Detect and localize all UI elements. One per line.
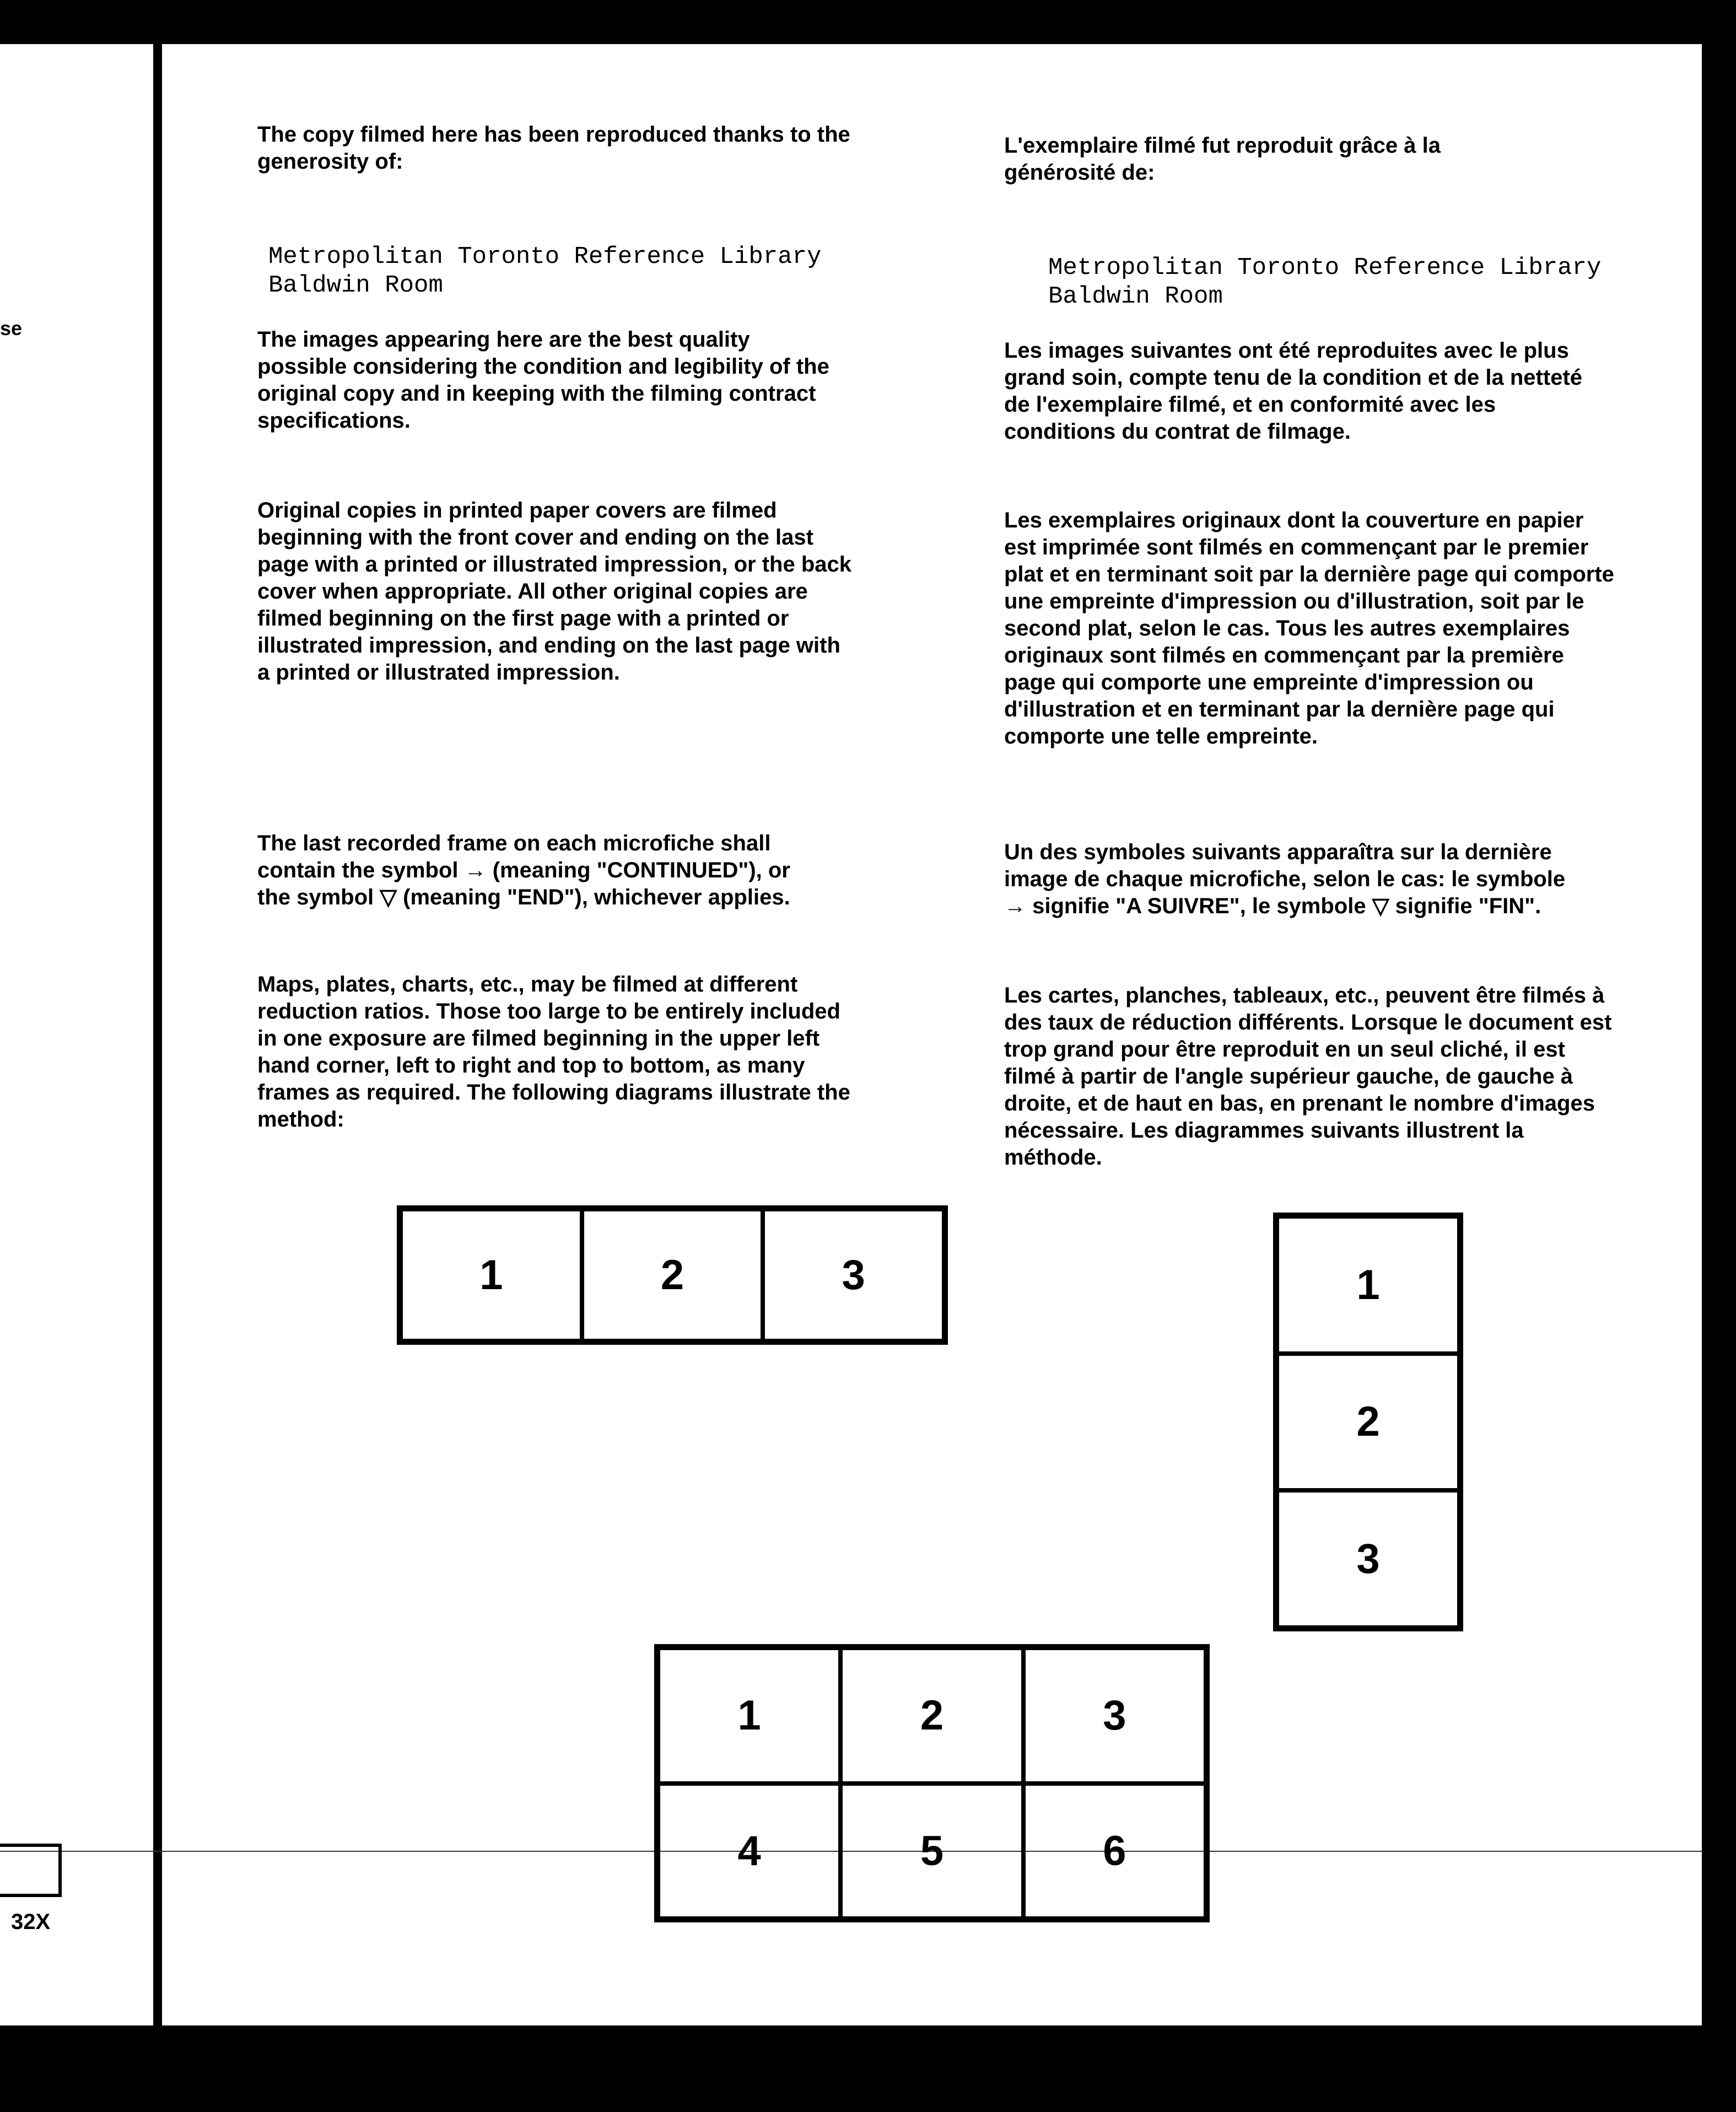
french-maps-paragraph: Les cartes, planches, tableaux, etc., peuvent être filmés à des taux de réduction différents. Lorsque le document est trop grand pour être reproduit en un seul cliché, il est filmé à partir de l'angle supérieur gauche, de gauche à droite, et de haut en bas, en prenant le nombre d'images nécessaire. Les diagrammes suivants illustrent la méthode. (1004, 983, 1612, 1170)
english-intro: The copy filmed here has been reproduced thanks to the generosity of: (257, 122, 850, 174)
frame-cell: 3 (1022, 1646, 1207, 1785)
frame-cell: 1 (656, 1646, 842, 1785)
frame-cell: 3 (761, 1208, 946, 1343)
french-library-line2: Baldwin Room (1048, 283, 1223, 310)
english-image-quality-paragraph: The images appearing here are the best quality possible considering the condition and legibility of the original copy and in keeping with the filming contract specifications. (257, 327, 829, 433)
french-original-copies-paragraph: Les exemplaires originaux dont la couverture en papier est imprimée sont filmés en commençant par le premier plat et en terminant soit par la dernière page qui comporte une empreinte d'impression ou d'illustration, soit par le second plat, selon le cas. Tous les autres exemplaires originaux sont filmés en commençant par la première page qui comporte une empreinte d'impression ou d'illustration et en terminant par la dernière page qui comporte une telle empreinte. (1004, 508, 1614, 748)
french-symbols-paragraph: Un des symboles suivants apparaîtra sur la dernière image de chaque microfiche, selon le cas: le symbole → signifie "A SUIVRE", le symbole ▽ signifie "FIN". (1004, 840, 1566, 918)
french-library-line1: Metropolitan Toronto Reference Library (1048, 254, 1602, 282)
english-library-name (268, 243, 821, 300)
english-library-line2: Baldwin Room (268, 272, 443, 299)
frame-cell: 2 (580, 1208, 765, 1343)
film-border-top (0, 0, 1736, 44)
frame-cell: 2 (1275, 1352, 1461, 1493)
frame-cell: 5 (839, 1782, 1025, 1921)
frame-cell: 2 (839, 1646, 1025, 1785)
frame-cell: 1 (399, 1208, 584, 1343)
frame-cell: 1 (1275, 1215, 1461, 1355)
resolution-target-box (0, 1844, 62, 1897)
french-image-quality-paragraph: Les images suivantes ont été reproduites avec le plus grand soin, compte tenu de la condition et de la netteté de l'exemplaire filmé, et en conformité avec les conditions du contrat de filmage. (1004, 338, 1583, 444)
edge-text-fragment: se (0, 317, 23, 340)
frame-cell: 4 (656, 1782, 842, 1921)
page-fold-line (153, 44, 162, 2025)
reduction-ratio-label: 32X (11, 1910, 51, 1934)
frame-cell: 6 (1022, 1782, 1207, 1921)
diagram-horizontal-frames (397, 1205, 948, 1345)
film-border-right (1702, 0, 1736, 2112)
english-maps-paragraph: Maps, plates, charts, etc., may be filmed at different reduction ratios. Those too large to be entirely included in one exposure are filmed beginning in the upper left hand corner, left to right and top to bottom, as many frames as required. The following diagrams illustrate the method: (257, 972, 850, 1132)
english-library-line1: Metropolitan Toronto Reference Library (268, 243, 822, 271)
frame-cell: 3 (1275, 1489, 1461, 1629)
french-library-name (1048, 254, 1601, 311)
french-intro: L'exemplaire filmé fut reproduit grâce à la générosité de: (1004, 133, 1441, 185)
diagram-grid-frames (654, 1644, 1210, 1922)
diagram-vertical-frames (1273, 1213, 1463, 1631)
english-symbols-paragraph: The last recorded frame on each microfiche shall contain the symbol → (meaning "CONTINUED"), or the symbol ▽ (meaning "END"), whichever applies. (257, 831, 790, 909)
film-border-bottom (0, 2025, 1736, 2112)
english-original-copies-paragraph: Original copies in printed paper covers are filmed beginning with the front cover and ending on the last page with a printed or illustrated impression, or the back cover when appropriate. All other original copies are filmed beginning on the first page with a printed or illustrated impression, and ending on the last page with a printed or illustrated impression. (257, 498, 851, 685)
